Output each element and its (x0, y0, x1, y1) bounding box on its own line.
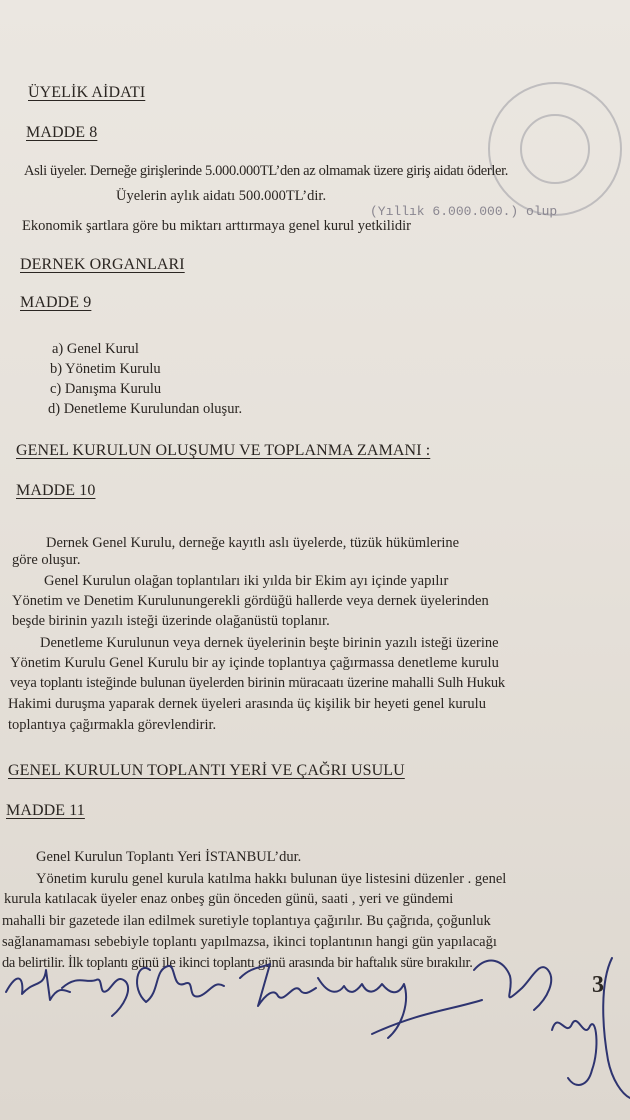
madde-10-title: MADDE 10 (16, 482, 96, 499)
madde-8-title: MADDE 8 (26, 124, 98, 141)
page-number: 3 (592, 972, 604, 998)
madde-10-line: beşde birinin yazılı isteği üzerinde olağanüstü toplanır. (12, 613, 330, 629)
madde-11-title: MADDE 11 (6, 802, 85, 819)
madde-8-line: Ekonomik şartlara göre bu miktarı arttırmaya genel kurul yetkilidir (22, 218, 411, 234)
list-item: d) Denetleme Kurulundan oluşur. (48, 401, 243, 417)
handwritten-signatures-icon (0, 930, 630, 1120)
madde-11-line: kurula katılacak üyeler enaz onbeş gün önceden günü, saati , yeri ve gündemi (4, 891, 454, 907)
madde-11-line: Genel Kurulun Toplantı Yeri İSTANBUL’dur. (36, 849, 302, 865)
madde-9-title: MADDE 9 (20, 294, 92, 311)
section-title-uyelik-aidati: ÜYELİK AİDATI (28, 84, 146, 101)
madde-10-line: Yönetim ve Denetim Kurulunungerekli gördüğü hallerde veya dernek üyelerinden (12, 593, 489, 609)
stamp-seal-icon (488, 82, 622, 216)
list-item: b) Yönetim Kurulu (50, 361, 161, 377)
madde-11-line: sağlanamaması sebebiyle toplantı yapılmazsa, ikinci toplantının hangi gün yapılacağı (2, 934, 497, 950)
madde-11-line: da belirtilir. İlk toplantı günü ile ikinci toplantı günü arasında bir haftalık süre bırakılır. (2, 955, 473, 971)
madde-10-line: toplantıya çağırmakla görevlendirir. (8, 717, 217, 733)
madde-10-line: Denetleme Kurulunun veya dernek üyelerinin beşte birinin yazılı isteği üzerine (40, 635, 499, 651)
list-item: a) Genel Kurul (52, 341, 139, 357)
madde-10-line: Dernek Genel Kurulu, derneğe kayıtlı aslı üyelerde, tüzük hükümlerine (46, 535, 460, 551)
section-title-genel-kurul: GENEL KURULUN OLUŞUMU VE TOPLANMA ZAMANI : (16, 442, 431, 459)
madde-10-line: veya toplantı isteğinde bulunan üyelerden birinin müracaatı üzerine mahalli Sulh Hukuk (10, 675, 505, 691)
madde-11-line: mahalli bir gazetede ilan edilmek suretiyle toplantıya çağırılır. Bu çağrıda, çoğunluk (2, 913, 491, 929)
madde-10-line: Genel Kurulun olağan toplantıları iki yılda bir Ekim ayı içinde yapılır (44, 573, 449, 589)
typed-note: (Yıllık 6.000.000.) olup (370, 204, 558, 219)
list-item: c) Danışma Kurulu (50, 381, 162, 397)
madde-11-line: Yönetim kurulu genel kurula katılma hakkı bulunan üye listesini düzenler . genel (36, 871, 507, 887)
section-title-toplanti-yeri: GENEL KURULUN TOPLANTI YERİ VE ÇAĞRI USULU (8, 762, 405, 779)
madde-10-line: Yönetim Kurulu Genel Kurulu bir ay içinde toplantıya çağırmassa denetleme kurulu (10, 655, 499, 671)
madde-8-line: Asli üyeler. Derneğe girişlerinde 5.000.000TL’den az olmamak üzere giriş aidatı öderler. (24, 163, 509, 179)
madde-10-line: göre oluşur. (12, 552, 81, 568)
section-title-dernek-organlari: DERNEK ORGANLARI (20, 256, 185, 273)
madde-8-line: Üyelerin aylık aidatı 500.000TL’dir. (116, 188, 327, 204)
madde-10-line: Hakimi duruşma yaparak dernek üyeleri arasında üç kişilik bir heyeti genel kurulu (8, 696, 486, 712)
